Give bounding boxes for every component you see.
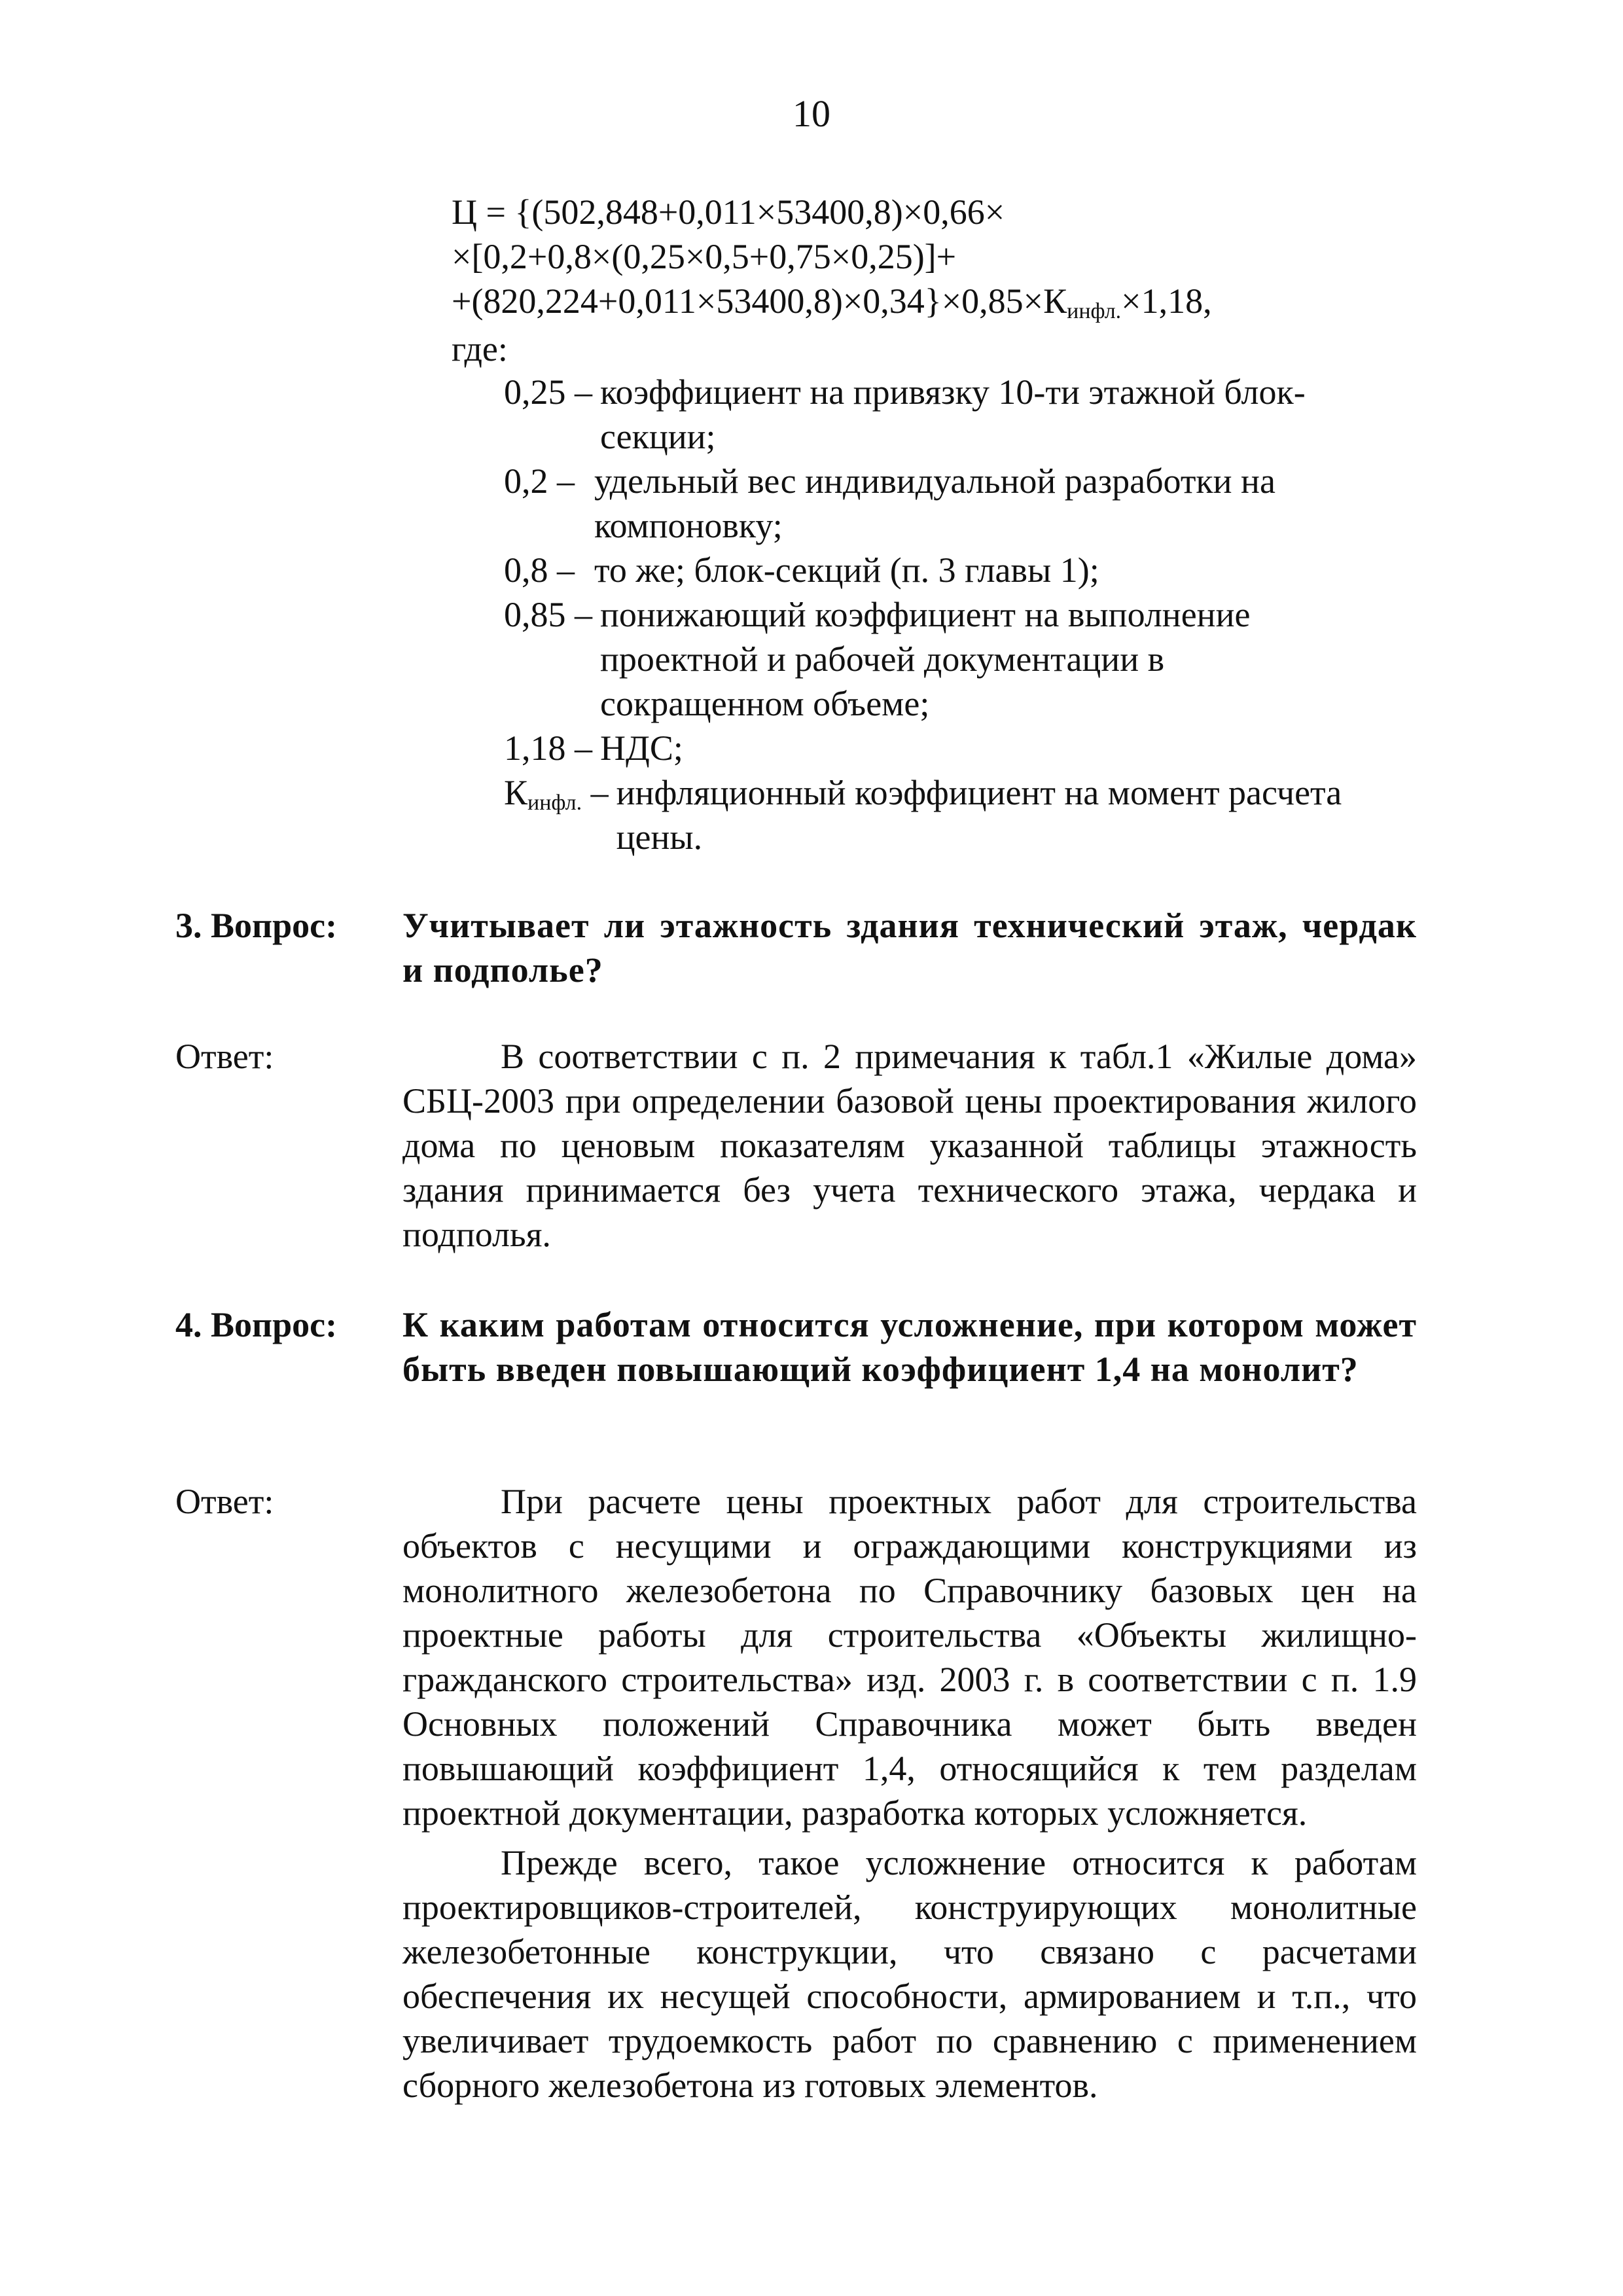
legend-description: коэффициент на привязку 10-ти этажной блок-секции;	[600, 372, 1306, 456]
legend-item	[504, 770, 1368, 859]
question-3-label: 3. Вопрос:	[175, 906, 338, 945]
legend-key-main: К	[504, 773, 528, 812]
answer-3-body	[402, 1034, 1417, 1257]
legend-key-subscript: инфл.	[527, 791, 582, 815]
formula-where: где:	[452, 329, 508, 368]
legend-item	[504, 548, 1368, 592]
question-4-label: 4. Вопрос:	[175, 1305, 338, 1344]
answer-4-body	[402, 1479, 1417, 2108]
legend-key: 0,85 –	[504, 595, 592, 634]
legend-key: 0,25 –	[504, 372, 592, 412]
answer-3-label: Ответ:	[175, 1037, 274, 1076]
legend-key: 0,2 –	[504, 461, 575, 501]
answer-4-label: Ответ:	[175, 1482, 274, 1521]
legend-description: удельный вес индивидуальной разработки на компоновку;	[594, 461, 1275, 545]
formula-line-3-subscript: инфл.	[1067, 299, 1122, 323]
question-3-text: Учитывает ли этажность здания технический этаж, чердак и подполье?	[402, 906, 1417, 990]
legend-description: понижающий коэффициент на выполнение проектной и рабочей документации в сокращенном объеме;	[600, 595, 1251, 723]
price-formula	[452, 190, 1212, 334]
legend-description: НДС;	[600, 728, 683, 768]
legend-item	[504, 726, 1368, 770]
legend-key	[504, 770, 609, 859]
answer-4-paragraph-2: Прежде всего, такое усложнение относится к работам проектировщиков-строителей, конструирующих монолитные железобетонные конструкции, что связано с расчетами обеспечения их несущей способности, армированием и т.п., что увеличивает трудоемкость работ по сравнению с применением сборного железобетона из готовых элементов.	[402, 1843, 1417, 2105]
formula-line-3-end: ×1,18,	[1121, 281, 1212, 321]
answer-3-paragraph: В соответствии с п. 2 примечания к табл.1 «Жилые дома» СБЦ-2003 при определении базовой цены проектирования жилого дома по ценовым показателям указанной таблицы этажность здания принимается без учета технического этажа, чердака и подполья.	[402, 1037, 1417, 1254]
legend-item	[504, 370, 1368, 459]
answer-4-paragraph-1: При расчете цены проектных работ для строительства объектов с несущими и ограждающими конструкциями из монолитного железобетона по Справочнику базовых цен на проектные работы для строительства «Объекты жилищно-гражданского строительства» изд. 2003 г. в соответствии с п. 1.9 Основных положений Справочника может быть введен повышающий коэффициент 1,4, относящийся к тем разделам проектной документации, разработка которых усложняется.	[402, 1482, 1417, 1833]
legend-key: 1,18 –	[504, 728, 592, 768]
legend-item	[504, 459, 1368, 548]
formula-line-3	[452, 279, 1212, 334]
question-4-text: К каким работам относится усложнение, при котором может быть введен повышающий коэффициент 1,4 на монолит?	[402, 1305, 1417, 1389]
legend-description: инфляционный коэффициент на момент расчета цены.	[616, 773, 1342, 857]
formula-legend	[504, 370, 1368, 859]
formula-line-1: Ц = {(502,848+0,011×53400,8)×0,66×	[452, 192, 1005, 232]
legend-item	[504, 592, 1368, 726]
legend-description: то же; блок-секций (п. 3 главы 1);	[594, 550, 1099, 590]
legend-key-dash: –	[582, 773, 609, 812]
formula-line-3-main: +(820,224+0,011×53400,8)×0,34}×0,85×К	[452, 281, 1067, 321]
legend-key: 0,8 –	[504, 550, 575, 590]
formula-line-2: ×[0,2+0,8×(0,25×0,5+0,75×0,25)]+	[452, 237, 957, 276]
page-number: 10	[793, 92, 830, 135]
